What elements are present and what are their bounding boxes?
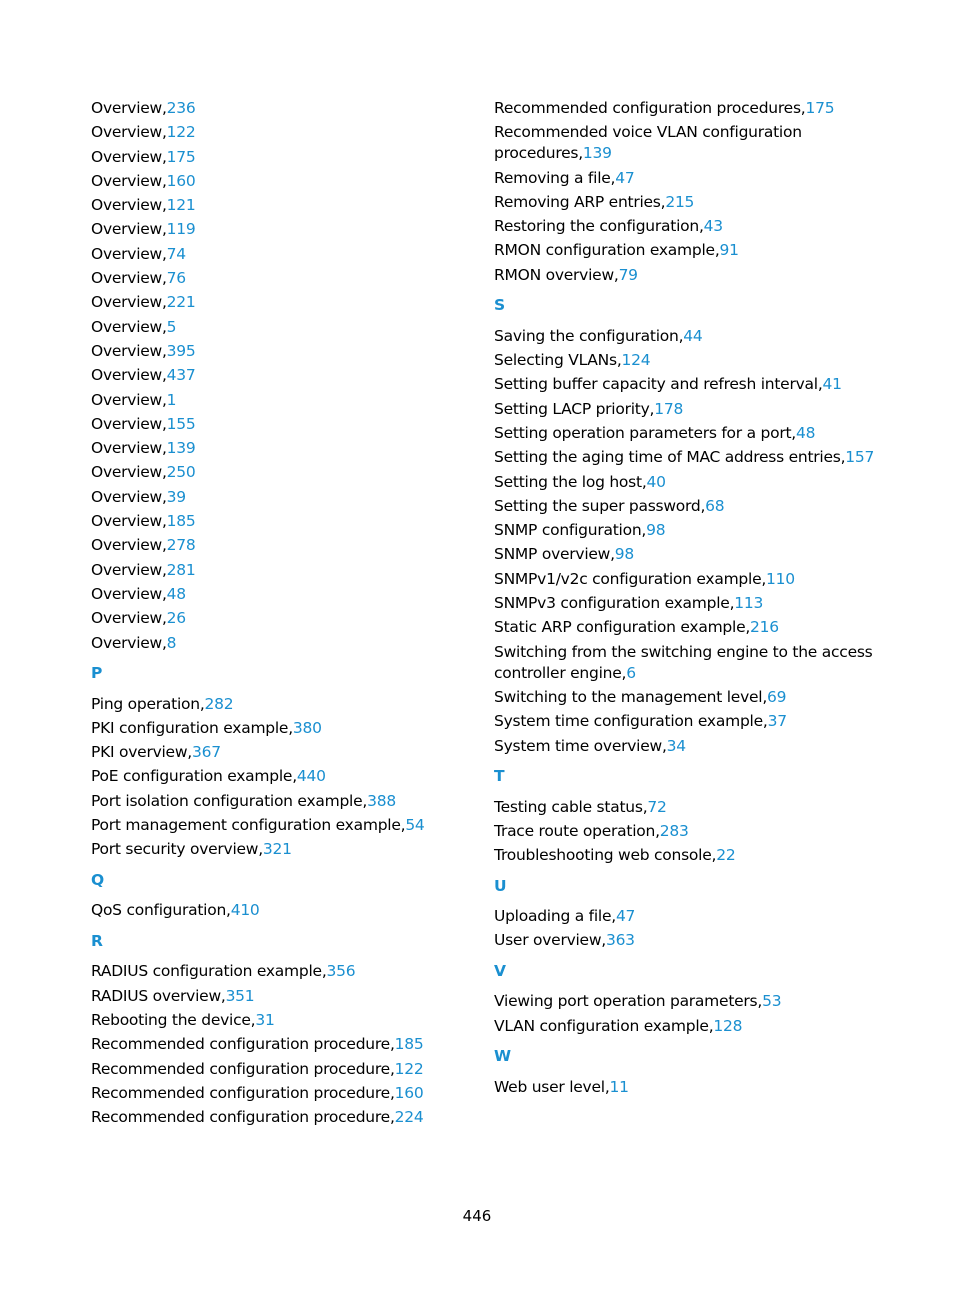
index-entry-separator: , <box>161 414 167 433</box>
index-entry <box>91 414 461 435</box>
index-entry <box>494 642 894 684</box>
index-entry-separator: , <box>258 840 263 859</box>
index-entry-text: System time overview <box>494 736 662 755</box>
index-entry <box>494 265 894 286</box>
index-page-link[interactable]: 185 <box>166 512 196 531</box>
index-entry-separator: , <box>161 609 167 628</box>
index-entry <box>91 171 461 192</box>
index-entry <box>91 195 461 216</box>
index-page-link[interactable]: 410 <box>230 901 260 920</box>
index-entry <box>494 930 894 951</box>
index-entry-text: Setting the aging time of MAC address entries <box>494 448 841 467</box>
index-entry-text: Overview <box>91 487 162 506</box>
index-entry-separator: , <box>700 496 706 515</box>
index-entry-text: RMON overview <box>494 265 614 284</box>
index-page-link[interactable]: 41 <box>822 375 842 394</box>
index-entry-separator: , <box>161 196 167 215</box>
index-entry <box>91 98 461 119</box>
index-page-link[interactable]: 283 <box>659 821 689 840</box>
index-entry-separator: , <box>161 244 167 263</box>
index-entry <box>494 216 894 237</box>
index-page-link[interactable]: 48 <box>166 584 186 603</box>
index-entry-separator: , <box>199 694 205 713</box>
index-page-link[interactable]: 236 <box>166 99 196 117</box>
index-entry-separator: , <box>729 594 735 613</box>
index-letter-heading: U <box>494 876 507 895</box>
index-entry <box>494 991 894 1012</box>
index-entry-separator: , <box>161 99 167 117</box>
index-entry <box>494 350 894 371</box>
index-entry-separator: , <box>791 423 796 442</box>
index-page-link[interactable]: 113 <box>734 594 764 613</box>
index-entry <box>494 399 894 420</box>
index-page-link[interactable]: 440 <box>296 767 326 786</box>
index-page-link[interactable]: 122 <box>394 1059 424 1078</box>
index-page-link[interactable]: 139 <box>166 439 196 458</box>
index-entry <box>91 560 461 581</box>
index-entry-separator: , <box>649 399 655 418</box>
index-entry-text: Overview <box>91 584 162 603</box>
index-entry <box>494 1016 894 1037</box>
index-entry <box>91 1107 461 1128</box>
index-entry-text: PoE configuration example <box>91 767 293 786</box>
index-page-link[interactable]: 395 <box>166 341 196 360</box>
index-entry <box>494 520 894 541</box>
index-entry-text: SNMP configuration <box>494 521 642 540</box>
index-entry-text: Overview <box>91 269 162 288</box>
index-entry-separator: , <box>161 512 167 531</box>
index-entry-separator: , <box>611 907 616 926</box>
index-entry-separator: , <box>400 816 406 835</box>
index-page-link[interactable]: 31 <box>255 1010 275 1029</box>
index-entry-separator: , <box>161 341 167 360</box>
index-entry <box>494 240 894 261</box>
index-entry-separator: , <box>641 521 647 540</box>
index-entry <box>494 617 894 638</box>
index-page-link[interactable]: 175 <box>805 99 835 117</box>
index-page-link[interactable]: 278 <box>166 536 196 555</box>
index-entry-separator: , <box>187 743 192 762</box>
index-entry-text: Overview <box>91 196 162 215</box>
index-entry-text: Web user level <box>494 1077 605 1096</box>
index-page-link[interactable]: 175 <box>166 147 196 166</box>
index-entry-text: Setting operation parameters for a port <box>494 423 792 442</box>
index-entry <box>91 487 461 508</box>
index-entry-separator: , <box>161 123 167 142</box>
index-entry-separator: , <box>601 931 606 950</box>
index-entry-separator: , <box>757 992 763 1011</box>
index-entry-separator: , <box>660 192 666 211</box>
index-entry <box>494 447 894 468</box>
index-entry <box>91 986 461 1007</box>
index-page-link[interactable]: 44 <box>683 326 703 345</box>
index-entry <box>494 821 894 842</box>
index-entry-text: Setting the log host <box>494 472 642 491</box>
index-page-link[interactable]: 53 <box>762 992 782 1011</box>
index-page-link[interactable]: 69 <box>767 687 787 706</box>
index-entry-text: Overview <box>91 123 162 142</box>
index-entry-text: Saving the configuration <box>494 326 679 345</box>
index-entry <box>494 845 894 866</box>
index-page-link[interactable]: 367 <box>191 743 221 762</box>
index-page-link[interactable]: 47 <box>615 168 635 187</box>
index-entry <box>91 122 461 143</box>
index-entry-separator: , <box>616 351 622 370</box>
index-entry-text: Restoring the configuration <box>494 217 699 236</box>
index-letter-heading: V <box>494 961 506 980</box>
index-entry <box>91 438 461 459</box>
index-entry-text: Static ARP configuration example <box>494 618 746 637</box>
index-entry-text: Troubleshooting web console <box>494 846 712 865</box>
index-entry-text: Overview <box>91 414 162 433</box>
index-page-link[interactable]: 388 <box>367 791 396 810</box>
index-entry-separator: , <box>161 317 167 336</box>
index-entry-separator: , <box>161 390 167 409</box>
index-entry <box>91 268 461 289</box>
index-entry <box>91 961 461 982</box>
index-entry-text: Recommended configuration procedures <box>494 99 801 117</box>
index-page-link[interactable]: 128 <box>713 1016 743 1035</box>
index-entry-text: RADIUS configuration example <box>91 962 322 981</box>
index-entry-separator: , <box>610 545 615 564</box>
index-page-link[interactable]: 22 <box>716 846 736 865</box>
index-entry <box>494 192 894 213</box>
index-entry-separator: , <box>698 217 704 236</box>
index-entry-text: Setting buffer capacity and refresh interval <box>494 375 818 394</box>
index-entry <box>494 122 894 164</box>
index-entry <box>494 687 894 708</box>
index-entry-separator: , <box>161 560 167 579</box>
index-entry-text: Recommended configuration procedure <box>91 1083 390 1102</box>
index-letter-heading: Q <box>91 870 105 889</box>
index-entry <box>91 791 461 812</box>
index-page-link[interactable]: 43 <box>703 217 723 236</box>
index-entry-text: Recommended voice VLAN configuration procedures <box>494 123 802 163</box>
index-entry <box>91 718 461 739</box>
index-column-left <box>91 98 461 1131</box>
index-page-link[interactable]: 6 <box>626 663 636 682</box>
index-page-link[interactable]: 356 <box>326 962 356 981</box>
index-page-link[interactable]: 437 <box>166 366 196 385</box>
index-entry-separator: , <box>161 487 167 506</box>
index-page-link[interactable]: 282 <box>204 694 234 713</box>
index-entry-text: Switching from the switching engine to the access controller engine <box>494 642 873 682</box>
index-entry-text: RMON configuration example <box>494 241 715 260</box>
index-entry-text: Overview <box>91 609 162 628</box>
index-page-link[interactable]: 155 <box>166 414 196 433</box>
index-entry-text: SNMP overview <box>494 545 611 564</box>
index-page-link[interactable]: 224 <box>394 1108 424 1127</box>
index-entry-text: Overview <box>91 439 162 458</box>
index-entry-text: Overview <box>91 293 162 312</box>
index-entry <box>91 317 461 338</box>
index-page-link[interactable]: 178 <box>654 399 684 418</box>
index-entry-separator: , <box>161 633 167 652</box>
index-entry-separator: , <box>389 1035 395 1054</box>
index-entry-separator: , <box>641 472 647 491</box>
index-entry-text: PKI overview <box>91 743 188 762</box>
index-entry-text: Overview <box>91 560 162 579</box>
index-entry-separator: , <box>389 1108 395 1127</box>
index-entry-text: Overview <box>91 244 162 263</box>
index-entry-separator: , <box>226 901 231 920</box>
index-entry-text: VLAN configuration example <box>494 1016 709 1035</box>
index-entry <box>91 815 461 836</box>
index-page-link[interactable]: 8 <box>166 633 177 652</box>
index-entry <box>91 341 461 362</box>
index-page-link[interactable]: 216 <box>750 618 779 637</box>
index-entry-separator: , <box>161 463 167 482</box>
index-letter-heading: T <box>494 767 505 786</box>
index-entry <box>91 766 461 787</box>
index-entry-text: Overview <box>91 633 162 652</box>
index-entry-separator: , <box>161 220 167 239</box>
index-entry-text: Viewing port operation parameters <box>494 992 758 1011</box>
index-entry <box>494 906 894 927</box>
index-entry-separator: , <box>161 439 167 458</box>
index-page-link[interactable]: 281 <box>166 560 196 579</box>
index-entry-separator: , <box>610 168 616 187</box>
index-entry-text: Overview <box>91 512 162 531</box>
index-page-link[interactable]: 11 <box>609 1077 629 1096</box>
index-entry <box>91 292 461 313</box>
page-number: 446 <box>462 1207 492 1225</box>
index-page-link[interactable]: 48 <box>795 423 816 442</box>
index-letter-heading: R <box>91 931 103 950</box>
index-entry-text: Overview <box>91 147 162 166</box>
index-entry <box>91 535 461 556</box>
index-entry-separator: , <box>250 1010 256 1029</box>
index-entry <box>494 423 894 444</box>
index-entry <box>91 365 461 386</box>
index-entry-text: QoS configuration <box>91 901 227 920</box>
index-entry-text: Switching to the management level <box>494 687 763 706</box>
index-page-link[interactable]: 119 <box>166 220 196 239</box>
index-entry <box>494 544 894 565</box>
index-entry-separator: , <box>604 1077 610 1096</box>
index-entry-text: PKI configuration example <box>91 718 289 737</box>
index-entry-text: Removing ARP entries <box>494 192 661 211</box>
index-page-link[interactable]: 250 <box>166 463 196 482</box>
index-entry-separator: , <box>800 99 806 117</box>
index-entry-text: Overview <box>91 536 162 555</box>
index-entry <box>91 1010 461 1031</box>
index-entry-separator: , <box>613 265 619 284</box>
index-entry-text: System time configuration example <box>494 712 763 731</box>
index-letter-heading: W <box>494 1047 512 1066</box>
index-entry-text: Overview <box>91 341 162 360</box>
index-entry <box>494 98 894 119</box>
index-page-link[interactable]: 26 <box>166 609 186 628</box>
index-page-link[interactable]: 185 <box>394 1035 424 1054</box>
index-entry <box>91 1034 461 1055</box>
index-entry-separator: , <box>621 663 627 682</box>
index-entry-separator: , <box>292 767 297 786</box>
index-entry-text: Overview <box>91 99 162 117</box>
index-entry <box>494 711 894 732</box>
index-entry-text: SNMPv3 configuration example <box>494 594 730 613</box>
index-entry-separator: , <box>220 986 226 1005</box>
index-entry-separator: , <box>161 147 167 166</box>
index-entry-separator: , <box>678 326 684 345</box>
index-page-link[interactable]: 351 <box>225 986 255 1005</box>
index-letter-heading: S <box>494 296 506 315</box>
index-entry-text: Overview <box>91 366 162 385</box>
index-entry-text: SNMPv1/v2c configuration example <box>494 569 762 588</box>
index-entry-separator: , <box>817 375 823 394</box>
index-entry <box>91 511 461 532</box>
index-entry-separator: , <box>745 618 751 637</box>
index-entry <box>494 472 894 493</box>
index-entry-separator: , <box>161 171 167 190</box>
index-page-link[interactable]: 54 <box>405 816 425 835</box>
index-entry-text: Rebooting the device <box>91 1010 251 1029</box>
index-page-link[interactable]: 160 <box>166 171 196 190</box>
index-entry-text: Overview <box>91 317 162 336</box>
index-page-link[interactable]: 215 <box>665 192 695 211</box>
index-entry-text: User overview <box>494 931 602 950</box>
index-entry-separator: , <box>761 569 767 588</box>
index-entry-separator: , <box>642 797 648 816</box>
index-page-link[interactable]: 110 <box>766 569 795 588</box>
index-page-link[interactable]: 363 <box>605 931 635 950</box>
index-entry-separator: , <box>762 712 768 731</box>
index-page-link[interactable]: 91 <box>719 241 739 260</box>
index-entry <box>494 326 894 347</box>
index-page-link[interactable]: 122 <box>166 123 196 142</box>
index-entry-separator: , <box>161 366 167 385</box>
index-entry-separator: , <box>321 962 327 981</box>
index-page-link[interactable]: 98 <box>646 521 666 540</box>
index-entry <box>91 900 461 921</box>
index-entry-separator: , <box>288 718 293 737</box>
index-page-link[interactable]: 79 <box>618 265 638 284</box>
index-entry <box>494 1077 894 1098</box>
index-entry <box>91 147 461 168</box>
index-entry <box>494 168 894 189</box>
index-page-link[interactable]: 124 <box>621 351 651 370</box>
index-page-link[interactable]: 139 <box>582 144 612 163</box>
index-entry <box>494 593 894 614</box>
index-page-link[interactable]: 121 <box>166 196 196 215</box>
index-page-link[interactable]: 39 <box>166 487 186 506</box>
index-page-link[interactable]: 321 <box>262 840 292 859</box>
index-entry-separator: , <box>389 1059 395 1078</box>
index-page-link[interactable]: 72 <box>647 797 667 816</box>
index-entry <box>494 496 894 517</box>
index-entry <box>91 1083 461 1104</box>
index-entry-text: Overview <box>91 220 162 239</box>
index-entry-text: Ping operation <box>91 694 200 713</box>
index-entry <box>91 694 461 715</box>
index-entry-separator: , <box>655 821 660 840</box>
index-entry <box>91 462 461 483</box>
index-entry <box>91 839 461 860</box>
index-page-link[interactable]: 1 <box>166 390 177 409</box>
index-entry-separator: , <box>161 293 167 312</box>
index-entry-text: Recommended configuration procedure <box>91 1035 390 1054</box>
index-entry <box>91 608 461 629</box>
index-entry-separator: , <box>161 269 167 288</box>
index-page-link[interactable]: 5 <box>166 317 177 336</box>
index-entry-separator: , <box>714 241 720 260</box>
index-entry <box>494 374 894 395</box>
index-page-link[interactable]: 76 <box>166 269 186 288</box>
index-entry-separator: , <box>578 144 583 163</box>
index-entry <box>494 736 894 757</box>
index-entry <box>494 797 894 818</box>
index-entry-text: Overview <box>91 390 162 409</box>
index-page-link[interactable]: 68 <box>705 496 725 515</box>
index-entry-separator: , <box>362 791 368 810</box>
index-entry <box>91 390 461 411</box>
index-entry-text: Recommended configuration procedure <box>91 1108 390 1127</box>
index-entry <box>494 569 894 590</box>
index-entry-separator: , <box>161 584 167 603</box>
index-entry-text: Trace route operation <box>494 821 656 840</box>
index-letter-heading: P <box>91 664 103 683</box>
index-entry <box>91 219 461 240</box>
index-entry-text: Selecting VLANs <box>494 351 617 370</box>
index-entry-text: Removing a file <box>494 168 611 187</box>
index-page-link[interactable]: 40 <box>646 472 666 491</box>
index-entry-separator: , <box>661 736 667 755</box>
index-page-link[interactable]: 37 <box>767 712 787 731</box>
index-page-link[interactable]: 157 <box>845 448 875 467</box>
index-entry <box>91 1059 461 1080</box>
index-entry-separator: , <box>161 536 167 555</box>
index-column-right <box>494 98 894 1101</box>
index-entry <box>91 742 461 763</box>
index-entry-separator: , <box>708 1016 714 1035</box>
index-entry-text: Setting LACP priority <box>494 399 650 418</box>
index-page-link[interactable]: 74 <box>166 244 186 263</box>
index-page-link[interactable]: 160 <box>394 1083 424 1102</box>
index-page-link[interactable]: 380 <box>292 718 322 737</box>
index-entry-text: Setting the super password <box>494 496 701 515</box>
index-entry-text: Port security overview <box>91 840 259 859</box>
index-page-link[interactable]: 98 <box>614 545 635 564</box>
index-entry-text: Overview <box>91 463 162 482</box>
index-entry-separator: , <box>389 1083 395 1102</box>
index-page-link[interactable]: 47 <box>615 907 636 926</box>
index-entry <box>91 584 461 605</box>
index-page-link[interactable]: 34 <box>666 736 686 755</box>
index-entry-separator: , <box>762 687 768 706</box>
index-entry-text: Port management configuration example <box>91 816 401 835</box>
index-entry-separator: , <box>711 846 717 865</box>
index-entry-text: Port isolation configuration example <box>91 791 363 810</box>
index-entry-text: Testing cable status <box>494 797 643 816</box>
index-entry <box>91 633 461 654</box>
index-entry-text: RADIUS overview <box>91 986 221 1005</box>
index-entry-text: Recommended configuration procedure <box>91 1059 390 1078</box>
index-page-link[interactable]: 221 <box>166 293 196 312</box>
index-entry <box>91 244 461 265</box>
index-entry-separator: , <box>840 448 846 467</box>
index-entry-text: Uploading a file <box>494 907 612 926</box>
index-entry-text: Overview <box>91 171 162 190</box>
